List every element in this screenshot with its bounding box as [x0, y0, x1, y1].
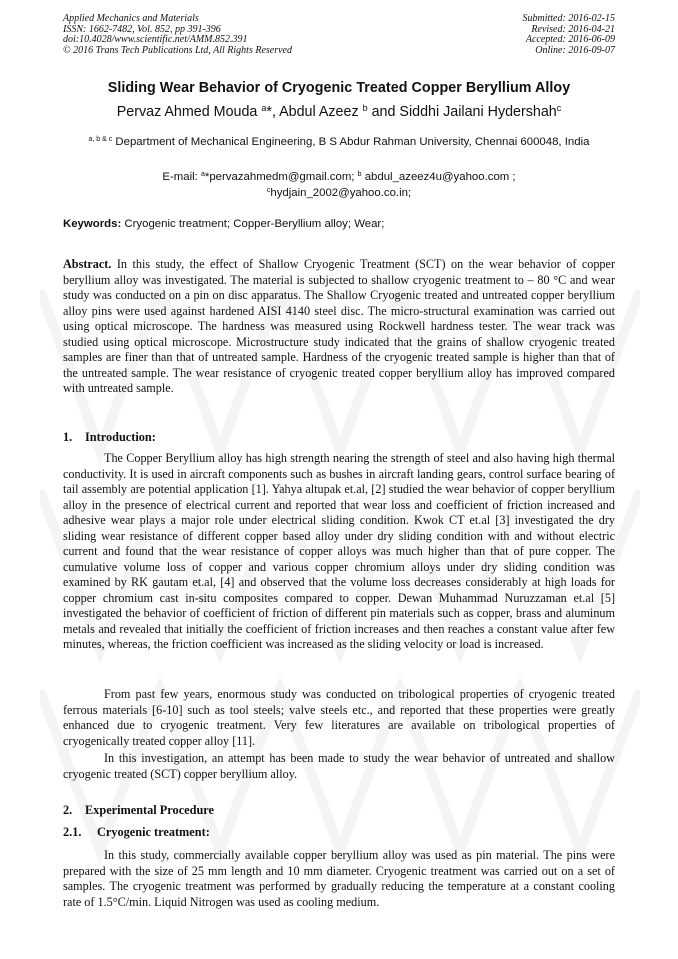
email-b-sup: b [357, 171, 362, 178]
paper-title: Sliding Wear Behavior of Cryogenic Treated Copper Beryllium Alloy [107, 80, 571, 96]
email-a-link[interactable]: *pervazahmedm@gmail.com; [204, 171, 358, 183]
date-submitted: Submitted: 2016-02-15 [522, 13, 615, 24]
email-block [63, 168, 615, 200]
section-1-title: Introduction: [85, 430, 156, 444]
cryogenic-paragraph: In this study, commercially available copper beryllium alloy was used as pin material. The pins were prepared with the size of 25 mm length and 10 mm diameter. Cryogenic treatment was carried out on a set of samples. The cryogenic treatment was performed by gradually reducing the temperature at a constant cooling rate of 1.5°C/min. Liquid Nitrogen was used as cooling medium. [63, 848, 615, 909]
keywords [63, 218, 615, 230]
affiliation [70, 133, 608, 149]
author-3: Siddhi Jailani Hydershah [399, 104, 557, 120]
email-c-link[interactable]: hydjain_2002@yahoo.co.in; [270, 187, 412, 199]
intro-paragraph-2: From past few years, enormous study was conducted on tribological properties of cryogenic treated ferrous materials [6-10] such as tool steels; valve steels etc., and reported that these properties were greatly enhanced due to cryogenic treatment. Very few literatures are available on tribological properties of cryogenically treated copper alloy [11]. [63, 687, 615, 748]
author-1-mark: *, [266, 104, 280, 120]
date-accepted: Accepted: 2016-06-09 [525, 34, 615, 46]
abstract-text: In this study, the effect of Shallow Cryogenic Treatment (SCT) on the wear behavior of copper beryllium alloy was investigated. The material is subjected to shallow cryogenic treatment to – 80 °C and wear study was conducted on a pin on disc apparatus. The Shallow Cryogenic treated and untreated copper beryllium alloy pins were used against hardened AISI 4140 steel disc. The micro-structural examination was carried out using optical microscope. The hardness was measured using Rockwell hardness tester. The wear track was studied using optical microscope. Microstructure study indicated that the grains of shallow cryogenic treated samples are finer than that of untreated sample. Hardness of the cryogenic treated sample is higher than that of the untreated sample. The wear resistance of cryogenic treated copper beryllium alloy has improved compared with untreated sample. [63, 257, 615, 395]
date-online: Online: 2016-09-07 [535, 44, 615, 56]
author-2: Abdul Azeez [279, 104, 363, 120]
section-2-heading [63, 803, 615, 818]
date-revised: Revised: 2016-04-21 [531, 23, 615, 35]
author-separator: and [367, 104, 400, 120]
doi: doi:10.4028/www.scientific.net/AMM.852.391 [63, 34, 248, 46]
intro-paragraph-1: The Copper Beryllium alloy has high strength nearing the strength of steel and also having high thermal conductivity. It is used in aircraft components such as bushes in aircraft landing gears, control surface bearing of tail assembly are potential application [1]. Yahya altupak et.al, [2] studied the wear behavior of copper beryllium alloy in the presence of electrical current and reported that wear loss and coefficient of friction increased and adhesive wear plays a major role under electrical sliding condition. Kwok CT et.al [3] investigated the dry sliding wear resistance of different copper based alloy under dry sliding condition with and without electric current and found that the wear resistance of copper alloys was much higher than that of pure copper. The cumulative volume loss of copper and various copper chromium alloys under dry sliding condition was examined by RK gautam et.al, [4] and observed that the volume loss decreases considerably at high loads for copper chromium cast in-situ composites compared to copper. Dewan Muhammad Nuruzzaman et.al [5] investigated the behavior of coefficient of friction of different pin materials such as copper, brass and aluminum metals and revealed that initially the coefficient of friction increases and then reaches a constant value after few minutes, whereas, the friction coefficient was increased as the sliding velocity or load is increased. [63, 451, 615, 651]
section-2-title: Experimental Procedure [85, 803, 214, 817]
section-2-1-title: Cryogenic treatment: [97, 825, 210, 839]
author-2-sup: b [362, 103, 368, 113]
keywords-label: Keywords: [63, 218, 122, 230]
author-1: Pervaz Ahmed Mouda [116, 104, 262, 120]
section-1-heading [63, 430, 615, 445]
issn: ISSN: 1662-7482, Vol. 852, pp 391-396 [63, 23, 221, 35]
email-b-link[interactable]: abdul_azeez4u@yahoo.com ; [361, 171, 516, 183]
author-list [63, 103, 615, 120]
copyright: © 2016 Trans Tech Publications Ltd, All Rights Reserved [63, 44, 292, 56]
author-1-sup: a [261, 103, 267, 113]
section-2-1-heading [63, 825, 615, 840]
intro-paragraph-3: In this investigation, an attempt has been made to study the wear behavior of untreated and shallow cryogenic treated (SCT) copper beryllium alloy. [63, 751, 615, 781]
section-2-1-number: 2.1. [63, 825, 82, 839]
affiliation-sup: a, b & c [88, 136, 113, 143]
abstract-label: Abstract. [63, 257, 112, 271]
email-a-sup: a [201, 171, 205, 178]
section-1-number: 1. [63, 430, 73, 444]
journal-info [63, 14, 292, 56]
email-label: E-mail: [162, 171, 201, 183]
journal-name: Applied Mechanics and Materials [63, 13, 199, 24]
dates-info [523, 14, 616, 56]
abstract [63, 257, 615, 397]
email-c-sup: c [266, 187, 271, 194]
section-2-number: 2. [63, 803, 73, 817]
author-3-sup: c [556, 103, 562, 113]
affiliation-text: Department of Mechanical Engineering, B S Abdur Rahman University, Chennai 600048, India [112, 136, 590, 148]
keywords-text: Cryogenic treatment; Copper-Beryllium alloy; Wear; [121, 218, 385, 230]
